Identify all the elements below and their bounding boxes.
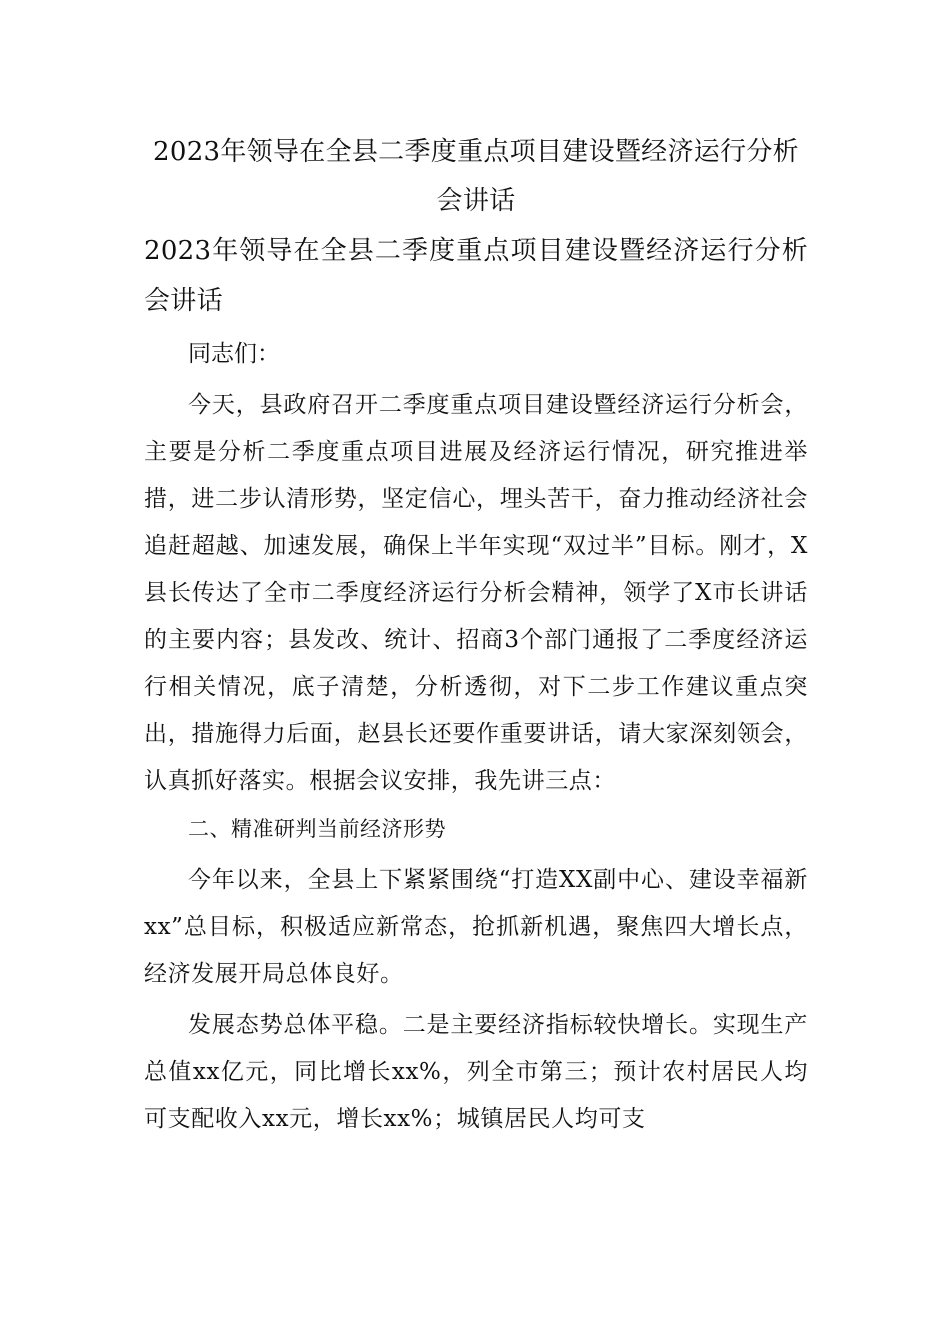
section-heading: 二、精准研判当前经济形势: [188, 817, 446, 841]
document-title-repeated: 2023年领导在全县二季度重点项目建设暨经济运行分析会讲话: [144, 236, 808, 316]
document-page: [144, 128, 808, 1143]
section-paragraph: 发展态势总体平稳。二是主要经济指标较快增长。实现生产总值xx亿元，同比增长xx%，列全市第三；预计农村居民人均可支配收入xx元，增长xx%；城镇居民人均可支: [144, 1012, 808, 1132]
section-paragraph: 今年以来，全县上下紧紧围绕“打造XX副中心、建设幸福新xx”总目标，积极适应新常态，抢抓新机遇，聚焦四大增长点，经济发展开局总体良好。: [144, 867, 808, 987]
salutation: 同志们：: [188, 341, 280, 367]
document-title: 2023年领导在全县二季度重点项目建设暨经济运行分析会讲话: [153, 137, 799, 216]
body-paragraph: 今天，县政府召开二季度重点项目建设暨经济运行分析会，主要是分析二季度重点项目进展及经济运行情况，研究推进举措，进二步认清形势，坚定信心，埋头苦干，奋力推动经济社会追赶超越、加速发展，确保上半年实现“双过半”目标。刚才，X县长传达了全市二季度经济运行分析会精神，领学了X市长讲话的主要内容；县发改、统计、招商3个部门通报了二季度经济运行相关情况，底子清楚，分析透彻，对下二步工作建议重点突出，措施得力后面，赵县长还要作重要讲话，请大家深刻领会，认真抓好落实。根据会议安排，我先讲三点：: [144, 392, 808, 794]
